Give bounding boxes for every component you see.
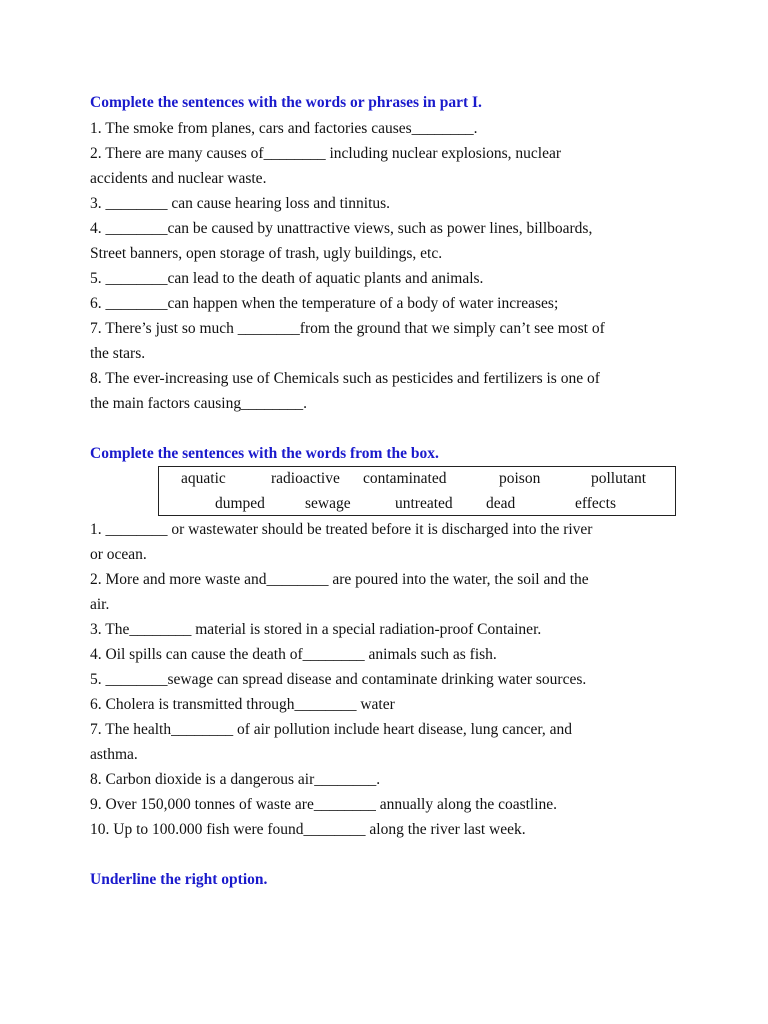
sentence-line: 8. Carbon dioxide is a dangerous air________. xyxy=(90,771,381,788)
sentence-line: 1. ________ or wastewater should be treated before it is discharged into the river xyxy=(90,521,593,538)
sentence-line: the stars. xyxy=(90,345,146,362)
sentence-line: 10. Up to 100.000 fish were found________ along the river last week. xyxy=(90,821,526,838)
word-box-item: contaminated xyxy=(363,470,447,487)
word-box-item: sewage xyxy=(305,495,351,512)
sentence-line: 2. There are many causes of________ including nuclear explosions, nuclear xyxy=(90,145,562,162)
word-box-item: poison xyxy=(499,470,541,487)
sentence-line: 9. Over 150,000 tonnes of waste are________ annually along the coastline. xyxy=(90,796,558,813)
word-box-item: untreated xyxy=(395,495,453,512)
section1-heading: Complete the sentences with the words or phrases in part I. xyxy=(90,94,482,111)
sentence-line: 6. Cholera is transmitted through________ water xyxy=(90,696,395,713)
word-box xyxy=(158,466,676,516)
sentence-line: 5. ________sewage can spread disease and contaminate drinking water sources. xyxy=(90,671,587,688)
sentence-line: 3. The________ material is stored in a special radiation-proof Container. xyxy=(90,621,542,638)
sentence-line: 2. More and more waste and________ are poured into the water, the soil and the xyxy=(90,571,589,588)
sentence-line: accidents and nuclear waste. xyxy=(90,170,267,187)
section1-sentences xyxy=(90,116,690,416)
word-box-item: dumped xyxy=(215,495,265,512)
sentence-line: 3. ________ can cause hearing loss and tinnitus. xyxy=(90,195,391,212)
sentence-line: Street banners, open storage of trash, ugly buildings, etc. xyxy=(90,245,443,262)
sentence-line: or ocean. xyxy=(90,546,147,563)
section3-heading: Underline the right option. xyxy=(90,871,268,888)
sentence-line: air. xyxy=(90,596,110,613)
word-box-item: pollutant xyxy=(591,470,647,487)
sentence-line: the main factors causing________. xyxy=(90,395,307,412)
word-box-item: effects xyxy=(575,495,617,512)
sentence-line: 8. The ever-increasing use of Chemicals such as pesticides and fertilizers is one of xyxy=(90,370,600,387)
word-box-item: radioactive xyxy=(271,470,340,487)
word-box-item: aquatic xyxy=(181,470,226,487)
sentence-line: 4. Oil spills can cause the death of________ animals such as fish. xyxy=(90,646,497,663)
sentence-line: asthma. xyxy=(90,746,138,763)
word-box-item: dead xyxy=(486,495,516,512)
sentence-line: 1. The smoke from planes, cars and factories causes________. xyxy=(90,120,478,137)
sentence-line: 5. ________can lead to the death of aquatic plants and animals. xyxy=(90,270,484,287)
sentence-line: 6. ________can happen when the temperature of a body of water increases; xyxy=(90,295,559,312)
section2-sentences xyxy=(90,517,690,842)
sentence-line: 4. ________can be caused by unattractive views, such as power lines, billboards, xyxy=(90,220,593,237)
sentence-line: 7. The health________ of air pollution include heart disease, lung cancer, and xyxy=(90,721,573,738)
sentence-line: 7. There’s just so much ________from the ground that we simply can’t see most of xyxy=(90,320,605,337)
section2-heading: Complete the sentences with the words from the box. xyxy=(90,445,439,462)
